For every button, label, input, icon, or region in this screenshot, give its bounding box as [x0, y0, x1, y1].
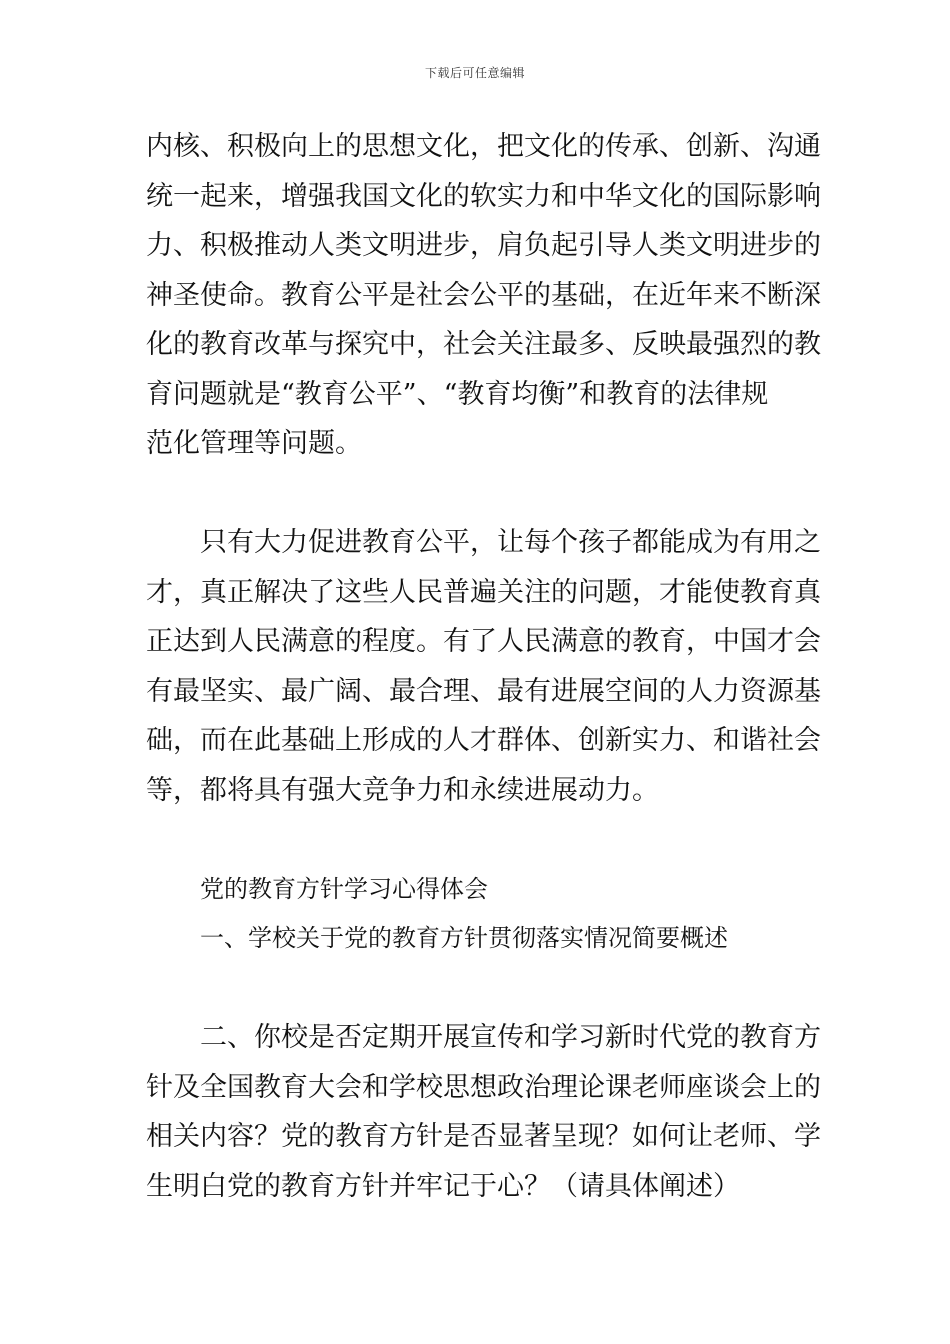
paragraph-line: 力、积极推动人类文明进步，肩负起引导人类文明进步的: [146, 230, 821, 261]
page-header: 下载后可任意编辑: [424, 66, 525, 80]
paragraph-line: 生明白党的教育方针并牢记于心？（请具体阐述）: [146, 1170, 740, 1202]
paragraph-line: 等，都将具有强大竞争力和永续进展动力。: [146, 774, 659, 806]
paragraph-line: 正达到人民满意的程度。有了人民满意的教育，中国才会: [146, 626, 821, 657]
paragraph-line: 针及全国教育大会和学校思想政治理论课老师座谈会上的: [146, 1071, 821, 1103]
section-heading-1: 一、学校关于党的教育方针贯彻落实情况简要概述: [200, 924, 728, 952]
paragraph-line: 化的教育改革与探究中，社会关注最多、反映最强烈的教: [146, 329, 821, 360]
paragraph-line: 内核、积极向上的思想文化，把文化的传承、创新、沟通: [146, 131, 821, 162]
paragraph-line: 相关内容？党的教育方针是否显著呈现？如何让老师、学: [146, 1121, 821, 1152]
paragraph-line: 范化管理等问题。: [146, 428, 362, 459]
section-title: 党的教育方针学习心得体会: [200, 874, 488, 903]
document-body: [146, 122, 821, 1211]
paragraph-3: [146, 1013, 821, 1211]
paragraph-1: [146, 122, 821, 469]
paragraph-line: 二、你校是否定期开展宣传和学习新时代党的教育方: [200, 1022, 821, 1053]
paragraph-spacer: [146, 815, 818, 865]
paragraph-line: 才，真正解决了这些人民普遍关注的问题，才能使教育真: [146, 576, 821, 608]
paragraph-line: 育问题就是“教育公平”、“教育均衡”和教育的法律规: [146, 378, 769, 410]
paragraph-line: 统一起来，增强我国文化的软实力和中华文化的国际影响: [146, 180, 821, 212]
paragraph-line: 础，而在此基础上形成的人才群体、创新实力、和谐社会: [146, 725, 821, 756]
paragraph-line: 神圣使命。教育公平是社会公平的基础，在近年来不断深: [146, 279, 821, 311]
paragraph-line: 有最坚实、最广阔、最合理、最有进展空间的人力资源基: [146, 675, 821, 707]
paragraph-spacer: [146, 964, 818, 1014]
paragraph-2: [146, 518, 821, 815]
paragraph-line: 只有大力促进教育公平，让每个孩子都能成为有用之: [200, 527, 821, 558]
paragraph-spacer: [146, 469, 818, 519]
